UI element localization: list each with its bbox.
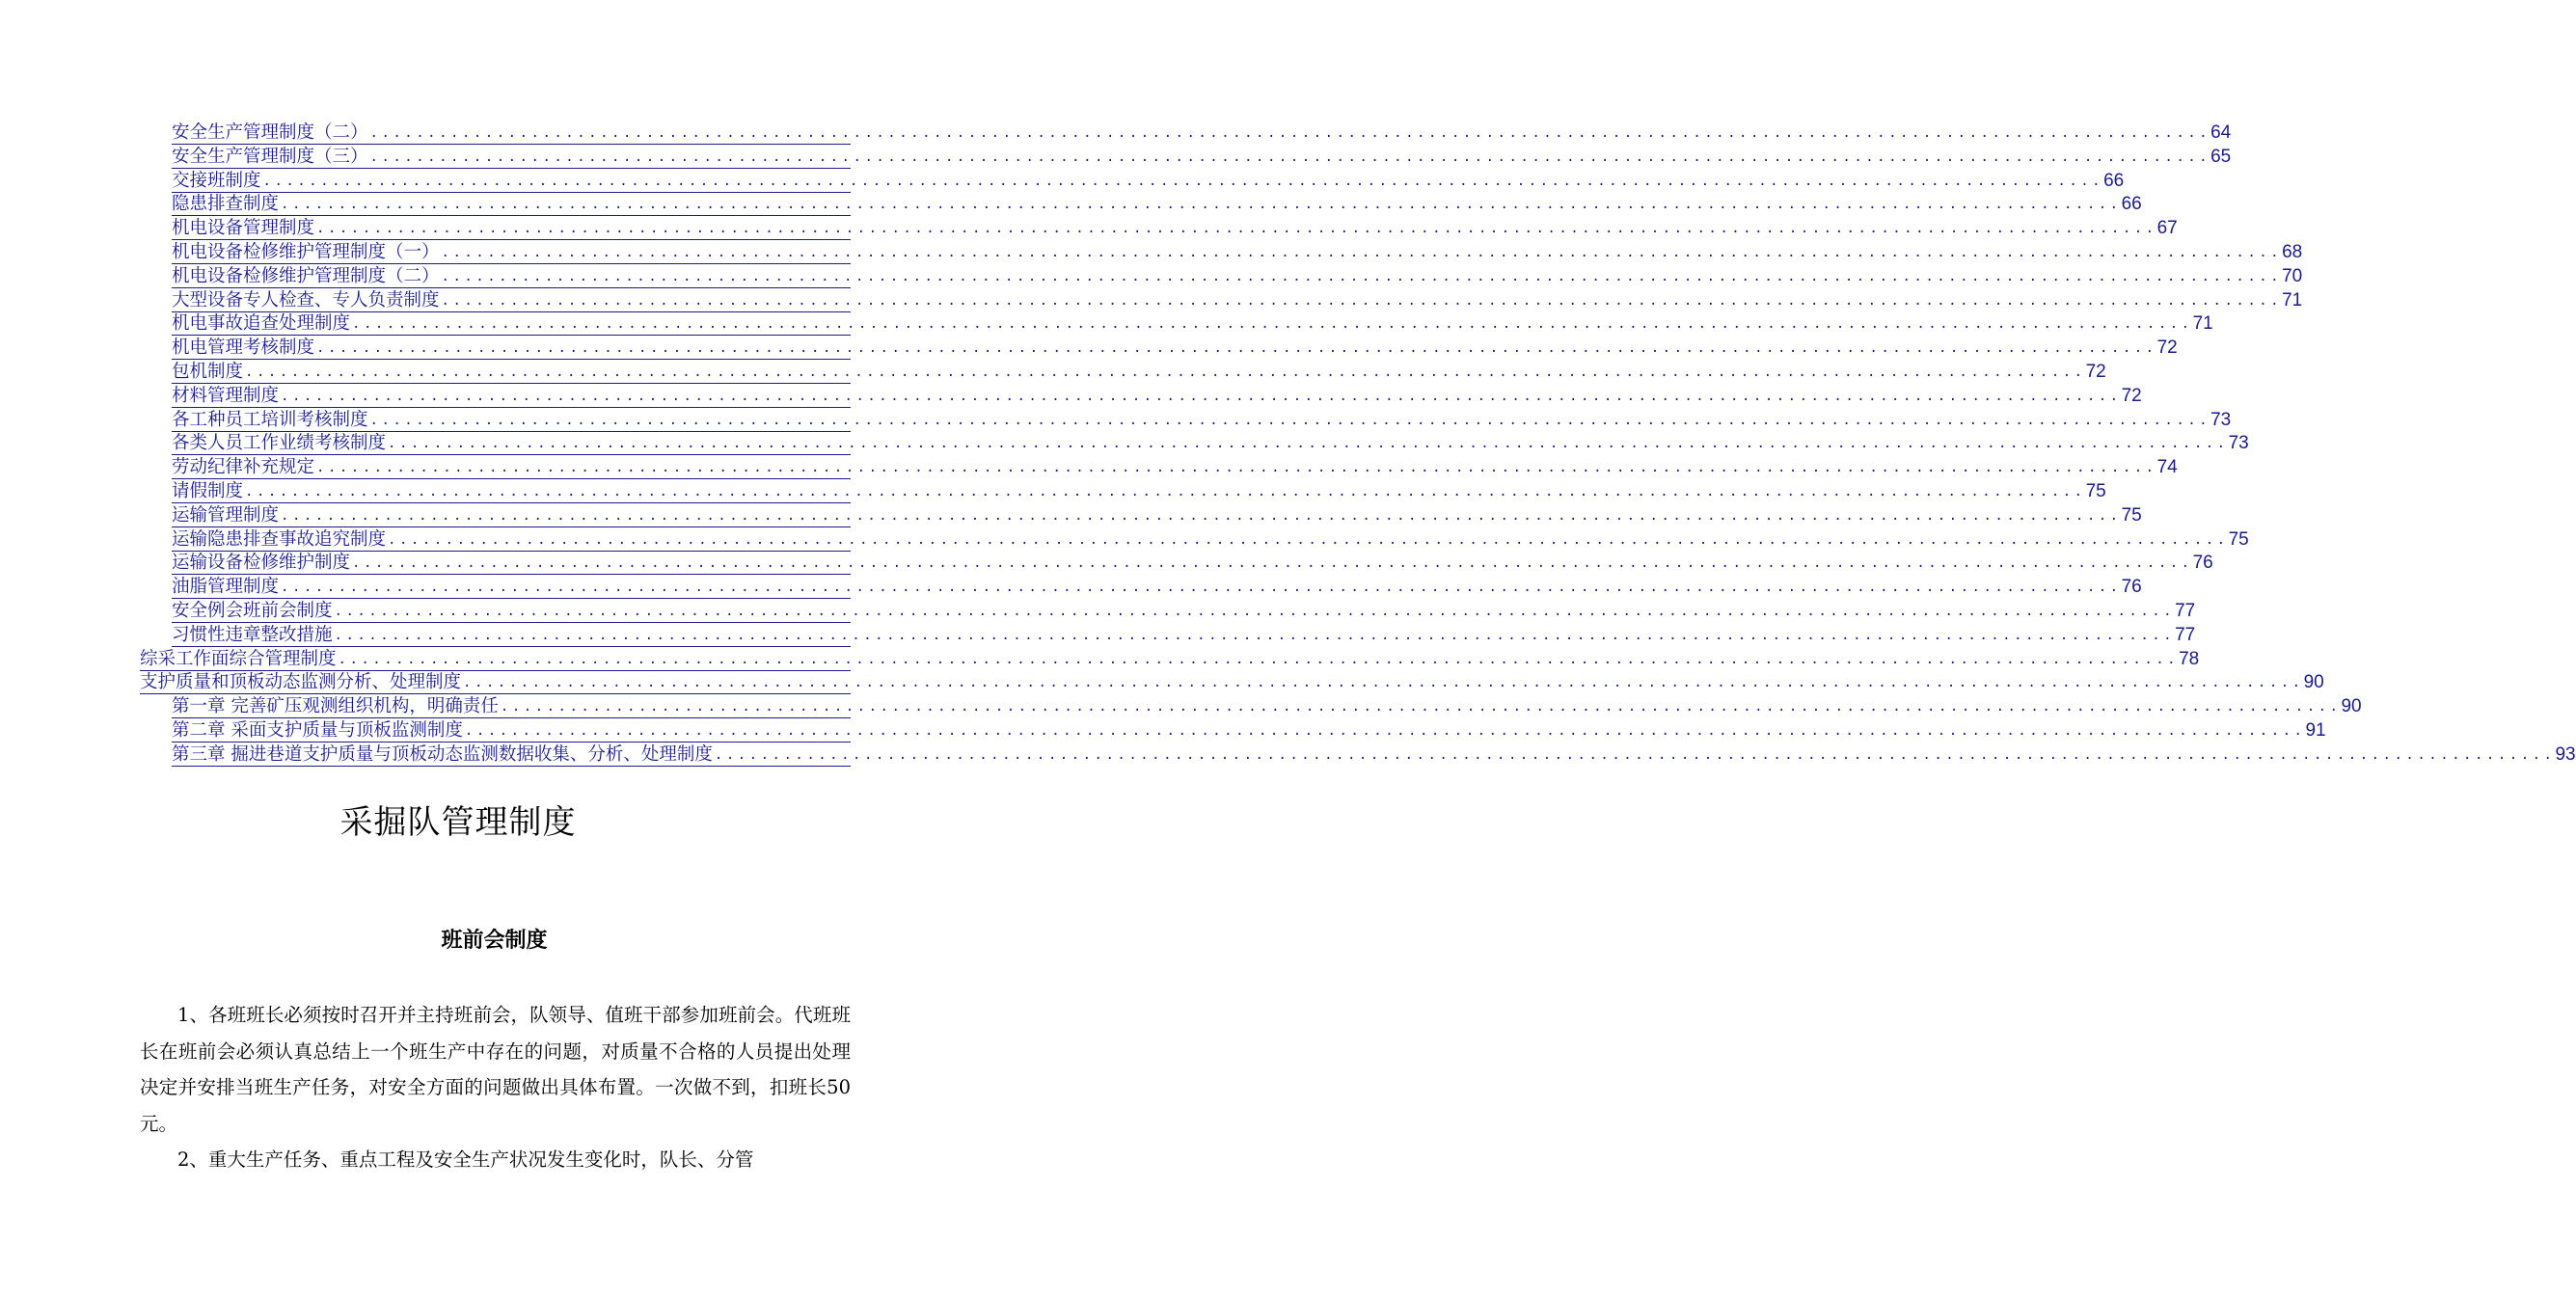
toc-entry-page: 71 [2192,313,2213,335]
toc-entry-title: 安全生产管理制度（三） [172,146,368,167]
toc-leader-dots: ................................................................................................................................................................ [245,364,2086,380]
toc-entry[interactable] [172,623,2196,647]
toc-entry-page: 77 [2175,624,2196,645]
toc-entry-title: 机电设备检修维护管理制度（一） [172,242,440,262]
toc-leader-dots: ................................................................................................................................................................ [262,173,2104,189]
body-text [140,997,851,1178]
toc-leader-dots: ................................................................................................................................................................ [334,627,2176,643]
toc-entry-page: 66 [2103,170,2125,191]
toc-entry-page: 77 [2175,601,2196,621]
toc-entry-page: 73 [2210,409,2232,430]
toc-entry-page: 72 [2121,385,2142,406]
toc-leader-dots: ................................................................................................................................................................ [441,245,2283,260]
toc-entry[interactable] [172,503,2142,527]
toc-entry[interactable] [172,742,2576,767]
toc-leader-dots: ................................................................................................................................................................ [338,651,2180,667]
toc-leader-dots: ................................................................................................................................................................ [352,555,2193,572]
toc-entry[interactable] [172,384,2142,408]
toc-entry-page: 78 [2179,648,2200,669]
toc-entry-title: 各工种员工培训考核制度 [172,409,368,430]
toc-entry-title: 劳动纪律补充规定 [172,457,315,478]
toc-entry-title: 综采工作面综合管理制度 [140,648,337,669]
toc-entry-title: 机电事故追查处理制度 [172,313,351,335]
toc-entry[interactable] [172,551,2213,575]
toc-entry-title: 包机制度 [172,362,244,382]
section-title: 班前会制度 [441,929,548,953]
toc-leader-dots: ................................................................................................................................................................ [352,316,2193,333]
toc-entry[interactable] [172,169,2125,193]
toc-entry-title: 交接班制度 [172,170,261,191]
toc-entry[interactable] [172,455,2178,479]
toc-entry[interactable] [172,216,2178,240]
toc-leader-dots: ................................................................................................................................................................ [334,604,2176,619]
toc-entry-page: 90 [2303,672,2324,693]
toc-leader-dots: ................................................................................................................................................................ [245,484,2086,500]
toc-entry[interactable] [172,145,2232,169]
toc-leader-dots: ................................................................................................................................................................ [316,460,2157,476]
toc-entry[interactable] [172,527,2249,552]
toc-entry[interactable] [172,240,2303,264]
toc-leader-dots: ................................................................................................................................................................ [500,699,2342,716]
toc-entry-page: 73 [2228,433,2249,454]
toc-entry-page: 75 [2121,504,2142,526]
toc-entry[interactable] [172,288,2303,312]
toc-entry-title: 运输管理制度 [172,504,280,526]
toc-leader-dots: ................................................................................................................................................................ [316,340,2157,357]
toc-leader-dots: ................................................................................................................................................................ [441,292,2283,309]
toc-entry-title: 油脂管理制度 [172,577,280,598]
toc-entry[interactable] [172,575,2142,599]
paragraph: 2、重大生产任务、重点工程及安全生产状况发生变化时，队长、分管 [177,1148,754,1171]
toc-entry-title: 习惯性违章整改措施 [172,624,333,645]
toc-entry[interactable] [172,192,2142,216]
toc-entry[interactable] [172,264,2303,288]
toc-leader-dots: ................................................................................................................................................................ [281,507,2122,524]
toc-entry[interactable] [140,670,2324,694]
toc-entry-page: 90 [2341,696,2362,717]
toc-entry-page: 75 [2085,481,2106,501]
toc-entry-page: 71 [2282,289,2303,310]
paragraph: 1、各班班长必须按时召开并主持班前会，队领导、值班干部参加班前会。代班班长在班前会必须认真总结上一个班生产中存在的问题，对质量不合格的人员提出处理决定并安排当班生产任务，对安全方面的问题做出具体布置。一次做不到，扣班长50元。 [140,1004,851,1135]
toc-entry-title: 机电管理考核制度 [172,338,315,359]
toc-entry[interactable] [172,311,2213,336]
toc-entry[interactable] [172,408,2232,432]
toc-entry-page: 70 [2282,265,2303,286]
toc-entry[interactable] [172,718,2326,742]
toc-leader-dots: ................................................................................................................................................................ [316,221,2157,237]
toc-entry-page: 76 [2192,553,2213,574]
document-title: 采掘队管理制度 [339,803,577,842]
toc-entry[interactable] [172,479,2106,503]
toc-leader-dots: ................................................................................................................................................................ [281,388,2122,404]
toc-entry-title: 请假制度 [172,481,244,501]
toc-leader-dots: ................................................................................................................................................................ [441,268,2283,284]
toc-entry[interactable] [172,121,2232,145]
toc-entry-page: 72 [2156,338,2178,359]
toc-entry-page: 76 [2121,577,2142,598]
toc-entry[interactable] [172,431,2249,455]
toc-leader-dots: ................................................................................................................................................................ [714,746,2556,763]
toc-leader-dots: ................................................................................................................................................................ [281,197,2122,213]
toc-entry[interactable] [172,599,2196,623]
toc-entry-title: 材料管理制度 [172,385,280,406]
toc-entry[interactable] [172,694,2362,718]
toc-leader-dots: ................................................................................................................................................................ [388,531,2229,548]
toc-leader-dots: ................................................................................................................................................................ [369,125,2211,141]
toc-entry-title: 第一章 完善矿压观测组织机构，明确责任 [172,696,499,717]
toc-leader-dots: ................................................................................................................................................................ [369,148,2211,165]
toc-entry-title: 运输设备检修维护制度 [172,553,351,574]
toc-leader-dots: ................................................................................................................................................................ [463,675,2304,691]
toc-entry-page: 67 [2156,218,2178,239]
toc-entry-page: 93 [2555,743,2576,765]
toc-leader-dots: ................................................................................................................................................................ [464,723,2306,739]
toc-entry[interactable] [140,647,2200,671]
toc-leader-dots: ................................................................................................................................................................ [388,436,2229,452]
toc-entry[interactable] [172,360,2106,384]
toc-entry-page: 64 [2210,122,2232,143]
toc-entry-page: 75 [2228,528,2249,550]
toc-entry-page: 66 [2121,194,2142,215]
toc-entry-title: 运输隐患排查事故追究制度 [172,528,387,550]
toc-entry-title: 支护质量和顶板动态监测分析、处理制度 [140,672,462,693]
toc-leader-dots: ................................................................................................................................................................ [281,580,2122,596]
toc-entry-title: 各类人员工作业绩考核制度 [172,433,387,454]
toc-entry-title: 第三章 掘进巷道支护质量与顶板动态监测数据收集、分析、处理制度 [172,743,713,765]
toc-entry-page: 91 [2305,720,2326,741]
toc-entry-title: 隐患排查制度 [172,194,280,215]
toc-leader-dots: ................................................................................................................................................................ [369,412,2211,428]
toc-entry-title: 第二章 采面支护质量与顶板监测制度 [172,720,463,741]
toc-entry-title: 安全例会班前会制度 [172,601,333,621]
toc-entry-title: 大型设备专人检查、专人负责制度 [172,289,440,310]
toc-entry-page: 65 [2210,146,2232,167]
toc-entry-page: 68 [2282,242,2303,262]
toc-entry-page: 72 [2085,362,2106,382]
toc-entry[interactable] [172,336,2178,360]
toc-entry-title: 安全生产管理制度（二） [172,122,368,143]
toc-entry-title: 机电设备管理制度 [172,218,315,239]
toc-entry-title: 机电设备检修维护管理制度（二） [172,265,440,286]
toc-entry-page: 74 [2156,457,2178,478]
